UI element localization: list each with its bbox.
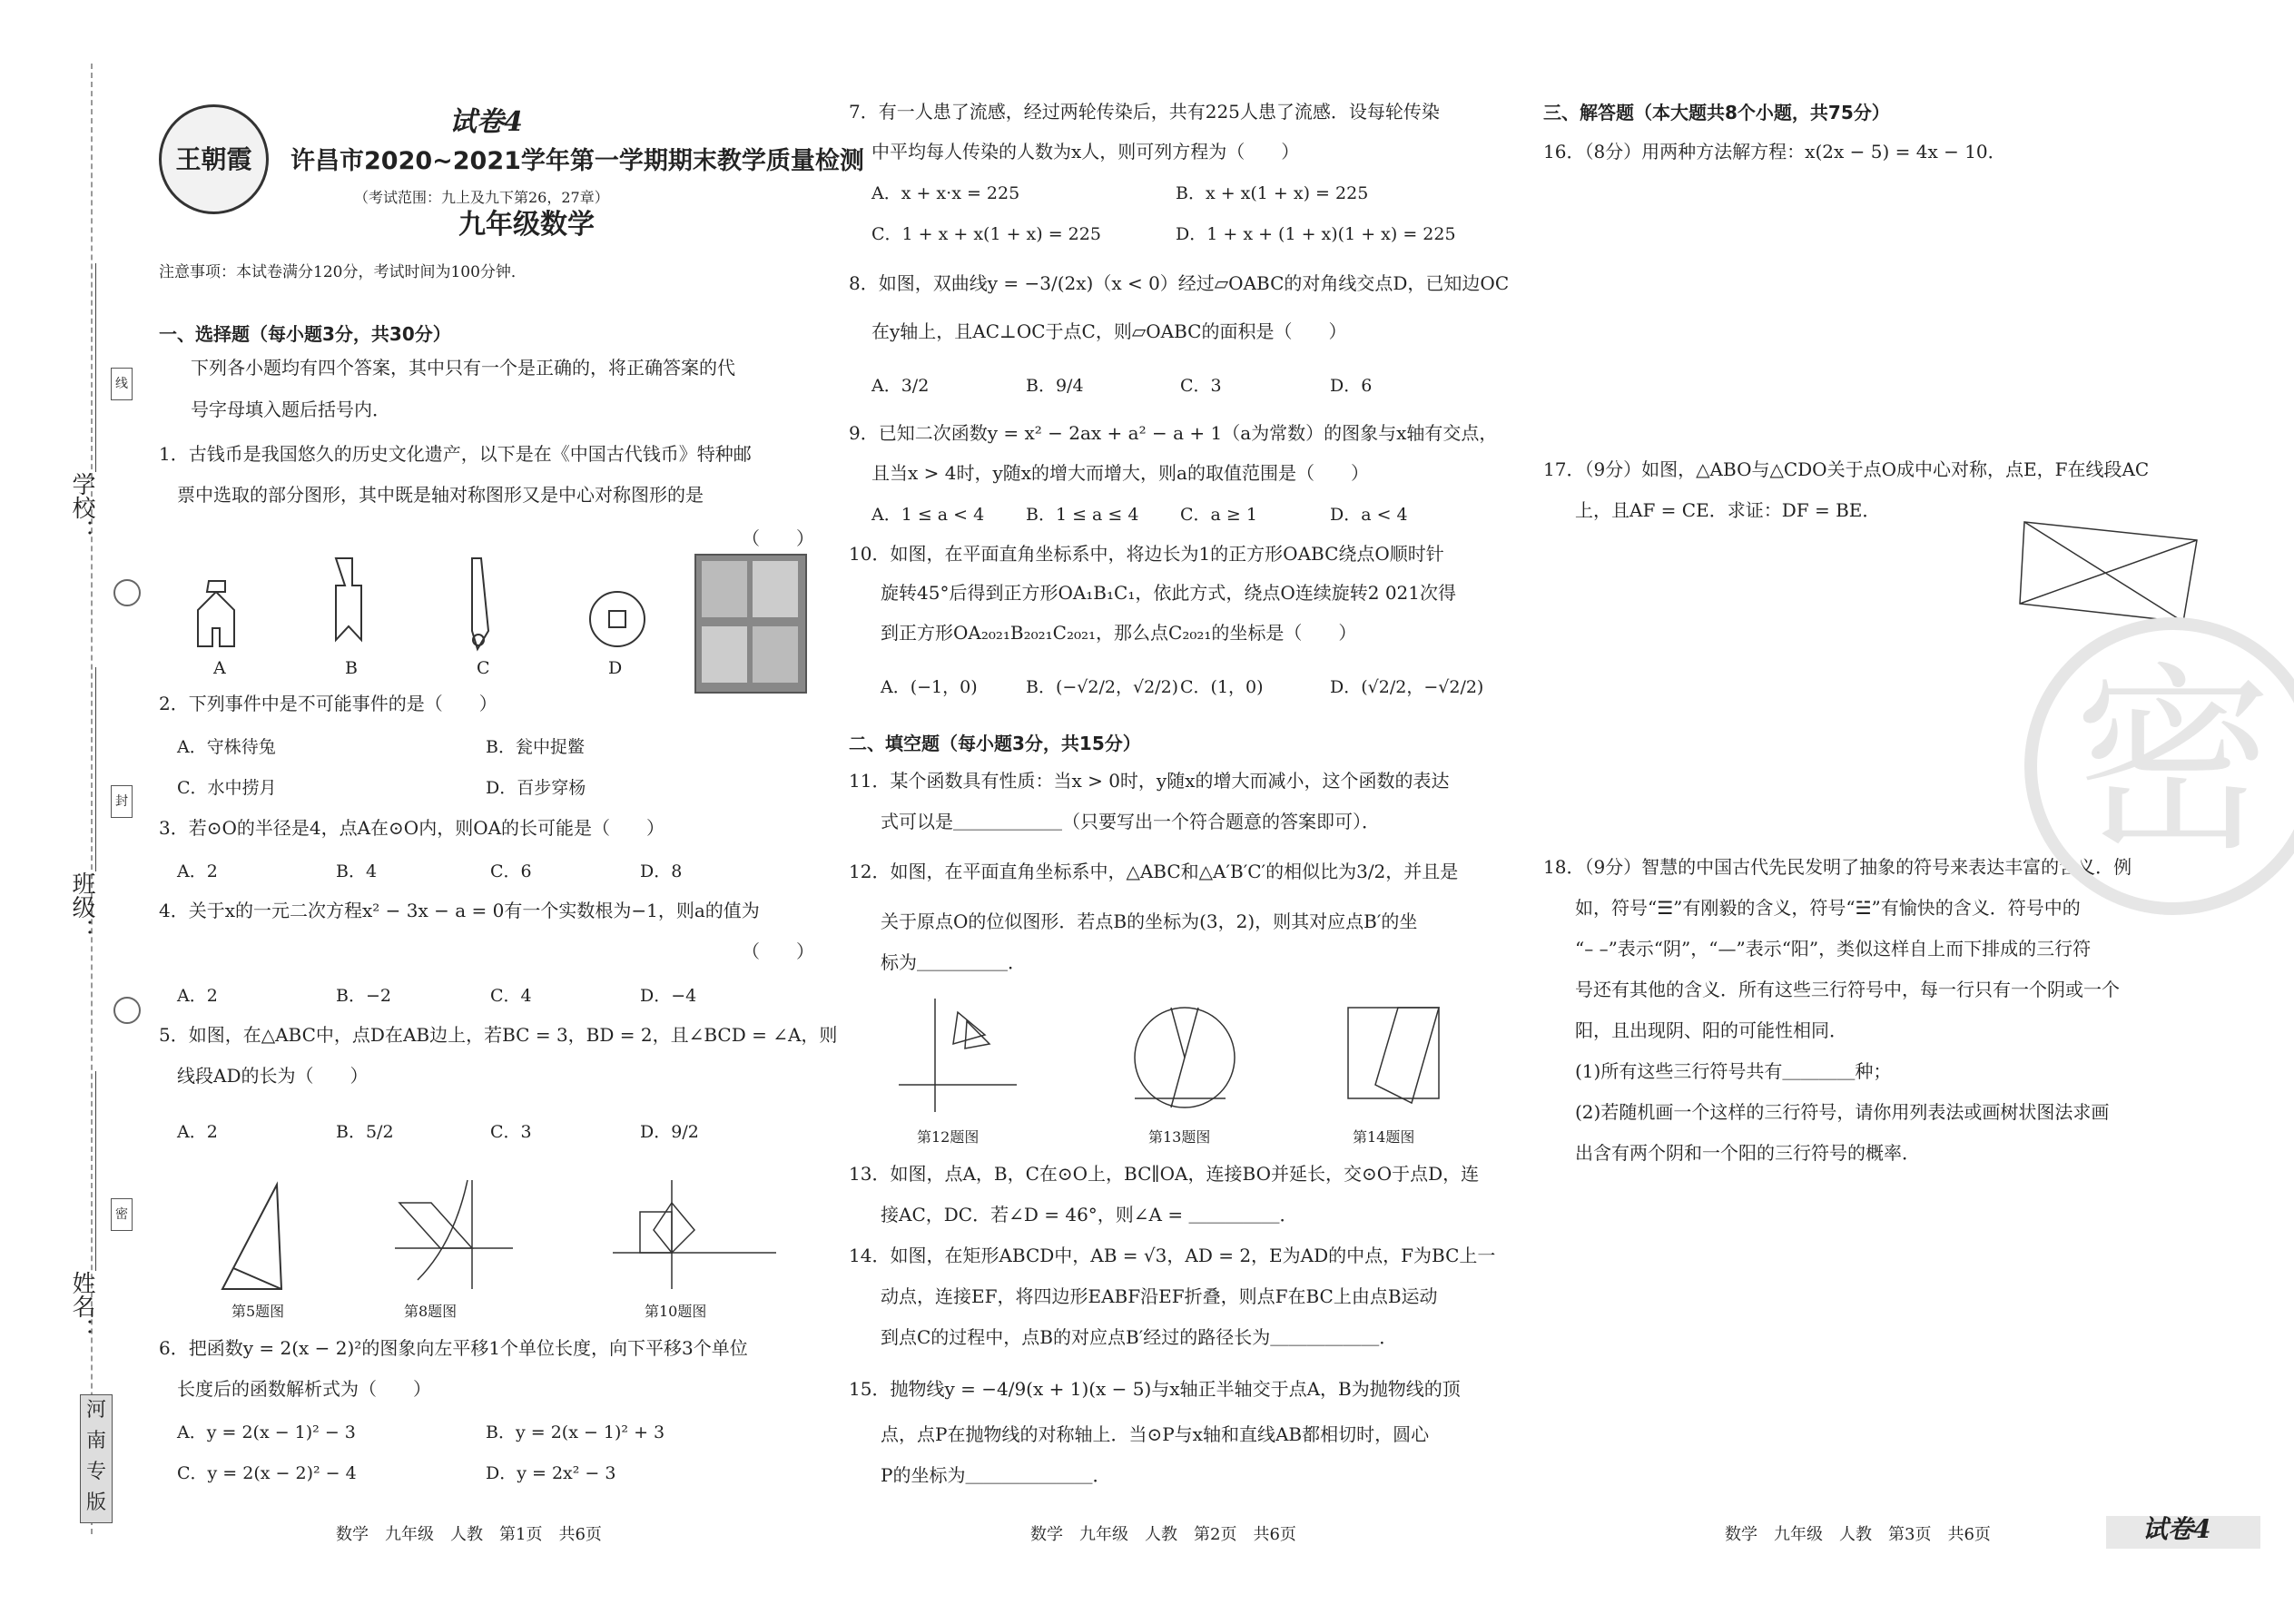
q18-sub-1: (1)所有这些三行符号共有＿＿＿＿种； (1575, 1060, 1892, 1082)
q18-stem: 号还有其他的含义．所有这些三行符号中，每一行只有一个阴或一个 (1575, 979, 2120, 1000)
q18-stem: 如，符号“☰”有刚毅的含义，符号“☱”有愉快的含义．符号中的 (1575, 897, 2081, 919)
q17-stem: 上，且AF = CE．求证：DF = BE． (1575, 499, 1881, 521)
q7-stem: 中平均每人传染的人数为x人，则可列方程为（ ） (871, 141, 1300, 162)
q13-stem: 13．如图，点A，B，C在⊙O上，BC∥OA，连接BO并延长，交⊙O于点D，连 (849, 1163, 1480, 1185)
q10-stem: 10．如图，在平面直角坐标系中，将边长为1的正方形OABC绕点O顺时针 (849, 543, 1444, 565)
q2-option: A．守株待兔 (177, 737, 276, 757)
watermark-stamp: 密 (2024, 617, 2294, 915)
q1-option: C (477, 658, 490, 678)
q8-option: A．3/2 (871, 376, 930, 396)
q11-stem: 11．某个函数具有性质：当x > 0时，y随x的增大而减小，这个函数的表达 (849, 770, 1450, 792)
q13-stem: 接AC，DC．若∠D = 46°，则∠A = ＿＿＿＿＿． (881, 1204, 1298, 1225)
q8-option: B．9/4 (1026, 376, 1084, 396)
q4-option: C．4 (490, 986, 532, 1006)
q9-option: C．a ≥ 1 (1180, 505, 1257, 525)
figure-caption: 第12题图 (917, 1128, 980, 1146)
q9-option: D．a < 4 (1330, 505, 1408, 525)
q8-option: C．3 (1180, 376, 1222, 396)
binding-hole (113, 997, 141, 1024)
q1-stem: 票中选取的部分图形，其中既是轴对称图形又是中心对称图形的是 (177, 484, 704, 506)
q14-stem: 14．如图，在矩形ABCD中，AB = √3，AD = 2，E为AD的中点，F为BC上一 (849, 1245, 1496, 1266)
figure-q10 (613, 1180, 776, 1289)
q4-option: D．−4 (640, 986, 697, 1006)
figure-caption: 第14题图 (1353, 1128, 1415, 1146)
section-3-title: 三、解答题（本大题共8个小题，共75分） (1543, 102, 1890, 123)
q6-option: C．y = 2(x − 2)² − 4 (177, 1463, 357, 1483)
figures-row-2 (894, 994, 1457, 1121)
section-1-intro: 下列各小题均有四个答案，其中只有一个是正确的，将正确答案的代 (191, 357, 735, 379)
edition-char: 版 (85, 1491, 106, 1514)
q1-coin-figures (186, 554, 694, 663)
q5-option: C．3 (490, 1122, 532, 1142)
q1-option: A (213, 658, 226, 678)
figure-caption: 第5题图 (231, 1303, 285, 1320)
q10-option: C．(1，0) (1180, 677, 1264, 697)
q12-stem: 关于原点O的位似图形．若点B的坐标为(3，2)，则其对应点B′的坐 (881, 910, 1418, 932)
q5-option: B．5/2 (336, 1122, 394, 1142)
figure-q13 (1135, 1008, 1235, 1107)
q3-option: A．2 (177, 861, 218, 881)
marker-mi: 密 (111, 1198, 133, 1231)
figure-q12 (899, 999, 1017, 1112)
q3-option: D．8 (640, 861, 683, 881)
corner-paper-number: 试卷4 (2142, 1514, 2211, 1544)
edition-char: 专 (85, 1461, 106, 1483)
q2-option: D．百步穿杨 (486, 778, 586, 798)
q18-stem: 18．（9分）智慧的中国古代先民发明了抽象的符号来表达丰富的含义．例 (1543, 856, 2132, 878)
notice: 注意事项：本试卷满分120分，考试时间为100分钟． (159, 263, 527, 281)
q10-stem: 到正方形OA₂₀₂₁B₂₀₂₁C₂₀₂₁，那么点C₂₀₂₁的坐标是（ ） (881, 622, 1357, 644)
school-label: 学校： (68, 472, 95, 543)
q1-option: D (608, 658, 623, 678)
q2-stem: 2．下列事件中是不可能事件的是（ ） (159, 693, 497, 714)
q10-stem: 旋转45°后得到正方形OA₁B₁C₁，依此方式，绕点O连续旋转2 021次得 (881, 582, 1456, 604)
exam-scope: （考试范围：九上及九下第26，27章） (354, 189, 609, 206)
q15-stem: 点，点P在抛物线的对称轴上．当⊙P与x轴和直线AB都相切时，圆心 (881, 1423, 1430, 1445)
paper-number: 试卷4 (449, 106, 523, 138)
q10-option: D．(√2/2，−√2/2) (1330, 677, 1484, 697)
q4-option: A．2 (177, 986, 218, 1006)
q3-stem: 3．若⊙O的半径是4，点A在⊙O内，则OA的长可能是（ ） (159, 817, 665, 839)
q15-stem: 15．抛物线y = −4/9(x + 1)(x − 5)与x轴正半轴交于点A，B为抛物线的顶 (849, 1378, 1461, 1400)
q7-option: A．x + x·x = 225 (871, 183, 1020, 203)
page-footer: 数学 九年级 人教 第3页 共6页 (1725, 1525, 1991, 1544)
q18-sub-2: (2)若随机画一个这样的三行符号，请你用列表法或画树状图法求画 (1575, 1101, 2110, 1123)
q9-stem: 9．已知二次函数y = x² − 2ax + a² − a + 1（a为常数）的图象与x轴有交点， (849, 422, 1498, 444)
q1-stem: 1．古钱币是我国悠久的历史文化遗产，以下是在《中国古代钱币》特种邮 (159, 443, 752, 465)
name-line (95, 1071, 96, 1271)
q3-option: C．6 (490, 861, 532, 881)
figures-row-1 (213, 1176, 794, 1294)
figure-q14 (1348, 1008, 1439, 1103)
q8-stem: 8．如图，双曲线y = −3/(2x)（x < 0）经过▱OABC的对角线交点D，已知边OC (849, 272, 1510, 294)
q9-stem: 且当x > 4时，y随x的增大而增大，则a的取值范围是（ ） (871, 462, 1369, 484)
q2-option: C．水中捞月 (177, 778, 277, 798)
figure-caption: 第13题图 (1148, 1128, 1211, 1146)
marker-xian: 线 (111, 368, 133, 400)
q2-option: B．瓮中捉鳖 (486, 737, 585, 757)
q5-stem: 线段AD的长为（ ） (177, 1065, 369, 1087)
q5-option: D．9/2 (640, 1122, 699, 1142)
edition-char: 河 (85, 1399, 106, 1422)
q6-option: A．y = 2(x − 1)² − 3 (177, 1422, 356, 1442)
publisher-logo: 王朝霞 (159, 104, 269, 214)
stamp-image (702, 561, 747, 617)
section-1-title: 一、选择题（每小题3分，共30分） (159, 323, 451, 345)
q10-option: B．(−√2/2，√2/2) (1026, 677, 1179, 697)
q7-option: D．1 + x + (1 + x)(1 + x) = 225 (1176, 224, 1456, 244)
q17-stem: 17．（9分）如图，△ABO与△CDO关于点O成中心对称，点E，F在线段AC (1543, 458, 2150, 480)
q8-option: D．6 (1330, 376, 1373, 396)
q7-option: C．1 + x + x(1 + x) = 225 (871, 224, 1101, 244)
q14-stem: 到点C的过程中，点B的对应点B′经过的路径长为＿＿＿＿＿＿． (881, 1326, 1398, 1348)
q6-stem: 长度后的函数解析式为（ ） (177, 1378, 431, 1400)
q16-stem: 16．（8分）用两种方法解方程：x(2x − 5) = 4x − 10． (1543, 141, 2006, 162)
q6-option: B．y = 2(x − 1)² + 3 (486, 1422, 665, 1442)
q4-stem: 4．关于x的一元二次方程x² − 3x − a = 0有一个实数根为−1，则a的值为 (159, 900, 760, 921)
marker-feng: 封 (111, 785, 133, 818)
q5-option: A．2 (177, 1122, 218, 1142)
coin-d-square-hole (609, 611, 625, 627)
q18-sub-2: 出含有两个阴和一个阳的三行符号的概率． (1575, 1142, 1920, 1164)
q15-stem: P的坐标为＿＿＿＿＿＿＿． (881, 1464, 1111, 1486)
school-line (95, 263, 96, 472)
q4-bracket: （ ） (742, 940, 814, 962)
q4-option: B．−2 (336, 986, 391, 1006)
q9-option: A．1 ≤ a < 4 (871, 505, 985, 525)
column-1 (159, 0, 864, 1624)
coin-a-shape (198, 581, 234, 646)
figure-q5 (222, 1185, 281, 1289)
figure-q17 (2015, 513, 2215, 631)
section-2-title: 二、填空题（每小题3分，共15分） (849, 733, 1141, 754)
q7-option: B．x + x(1 + x) = 225 (1176, 183, 1369, 203)
exam-title: 许昌市2020~2021学年第一学期期末教学质量检测 (290, 147, 864, 175)
q7-stem: 7．有一人患了流感，经过两轮传染后，共有225人患了流感．设每轮传染 (849, 101, 1440, 123)
q9-option: B．1 ≤ a ≤ 4 (1026, 505, 1139, 525)
q1-option: B (345, 658, 358, 678)
q6-stem: 6．把函数y = 2(x − 2)²的图象向左平移1个单位长度，向下平移3个单位 (159, 1337, 748, 1359)
q11-stem: 式可以是＿＿＿＿＿＿（只要写出一个符合题意的答案即可）． (881, 811, 1380, 832)
q12-stem: 12．如图，在平面直角坐标系中，△ABC和△A′B′C′的相似比为3/2，并且是 (849, 861, 1459, 882)
edition-char: 南 (85, 1430, 106, 1452)
stamp-sheet-image (694, 554, 807, 694)
q8-stem: 在y轴上，且AC⊥OC于点C，则▱OABC的面积是（ ） (871, 320, 1347, 342)
coin-b-shape (336, 558, 361, 640)
class-label: 班级： (68, 871, 95, 942)
q5-stem: 5．如图，在△ABC中，点D在AB边上，若BC = 3，BD = 2，且∠BCD = ∠A，则 (159, 1024, 838, 1046)
section-1-intro: 号字母填入题后括号内． (191, 399, 390, 420)
stamp-image (702, 626, 747, 683)
q18-stem: “– –”表示“阴”，“—”表示“阳”，类似这样自上而下排成的三行符 (1575, 938, 2092, 960)
page-footer: 数学 九年级 人教 第2页 共6页 (1030, 1525, 1296, 1544)
figure-caption: 第8题图 (404, 1303, 458, 1320)
class-line (95, 667, 96, 871)
q14-stem: 动点，连接EF，将四边形EABF沿EF折叠，则点F在BC上由点B运动 (881, 1285, 1438, 1307)
edition-box (80, 1394, 113, 1523)
stamp-image (753, 561, 798, 617)
column-3 (1543, 0, 2273, 1624)
binding-hole (113, 579, 141, 606)
subject-title: 九年级数学 (458, 209, 595, 241)
q10-option: A．(−1，0) (881, 677, 978, 697)
stamp-image (753, 626, 798, 683)
q18-stem: 阳，且出现阴、阳的可能性相同． (1575, 1019, 1847, 1041)
column-2 (849, 0, 1511, 1624)
page-footer: 数学 九年级 人教 第1页 共6页 (336, 1525, 602, 1544)
figure-caption: 第10题图 (645, 1303, 707, 1320)
figure-q8 (395, 1180, 513, 1289)
coin-d-outer (590, 592, 645, 646)
q12-stem: 标为＿＿＿＿＿． (881, 951, 1026, 973)
name-label: 姓名： (68, 1271, 95, 1342)
q3-option: B．4 (336, 861, 378, 881)
q6-option: D．y = 2x² − 3 (486, 1463, 616, 1483)
q1-bracket: （ ） (742, 527, 814, 549)
